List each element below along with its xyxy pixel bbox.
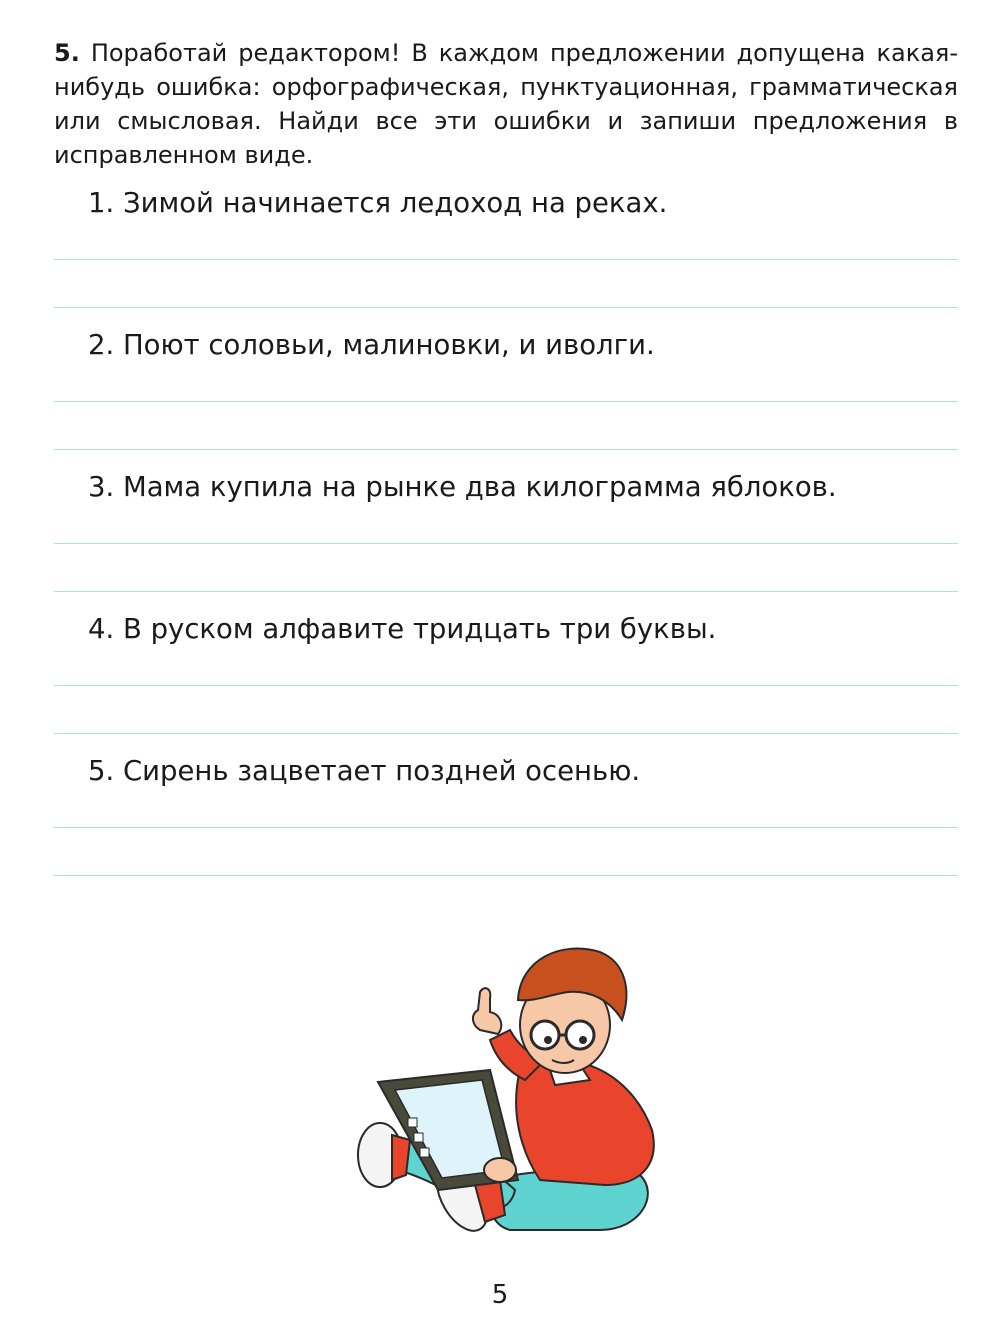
- answer-line: [54, 449, 958, 450]
- task-instruction: [54, 36, 958, 172]
- answer-line: [54, 401, 958, 402]
- answer-line: [54, 307, 958, 308]
- answer-line: [54, 685, 958, 686]
- answer-line: [54, 259, 958, 260]
- answer-line: [54, 543, 958, 544]
- answer-line: [54, 827, 958, 828]
- boy-with-tablet-illustration: [340, 930, 680, 1250]
- sentence-4: 4. В руском алфавите тридцать три буквы.: [88, 613, 717, 645]
- task-number: 5.: [54, 39, 80, 67]
- sentence-5: 5. Сирень зацветает поздней осенью.: [88, 755, 641, 787]
- sentence-2: 2. Поют соловьи, малиновки, и иволги.: [88, 329, 655, 361]
- answer-line: [54, 733, 958, 734]
- sentence-3: 3. Мама купила на рынке два килограмма яблоков.: [88, 471, 837, 503]
- answer-line: [54, 591, 958, 592]
- answer-line: [54, 875, 958, 876]
- page-number: 5: [491, 1280, 509, 1310]
- task-text: Поработай редактором! В каждом предложении допущена какая-нибудь ошибка: орфографическая, пунктуационная, грамматическая или смысловая. Найди все эти ошибки и запиши предложения в исправленном виде.: [54, 39, 958, 169]
- sentence-1: 1. Зимой начинается ледоход на реках.: [88, 187, 668, 219]
